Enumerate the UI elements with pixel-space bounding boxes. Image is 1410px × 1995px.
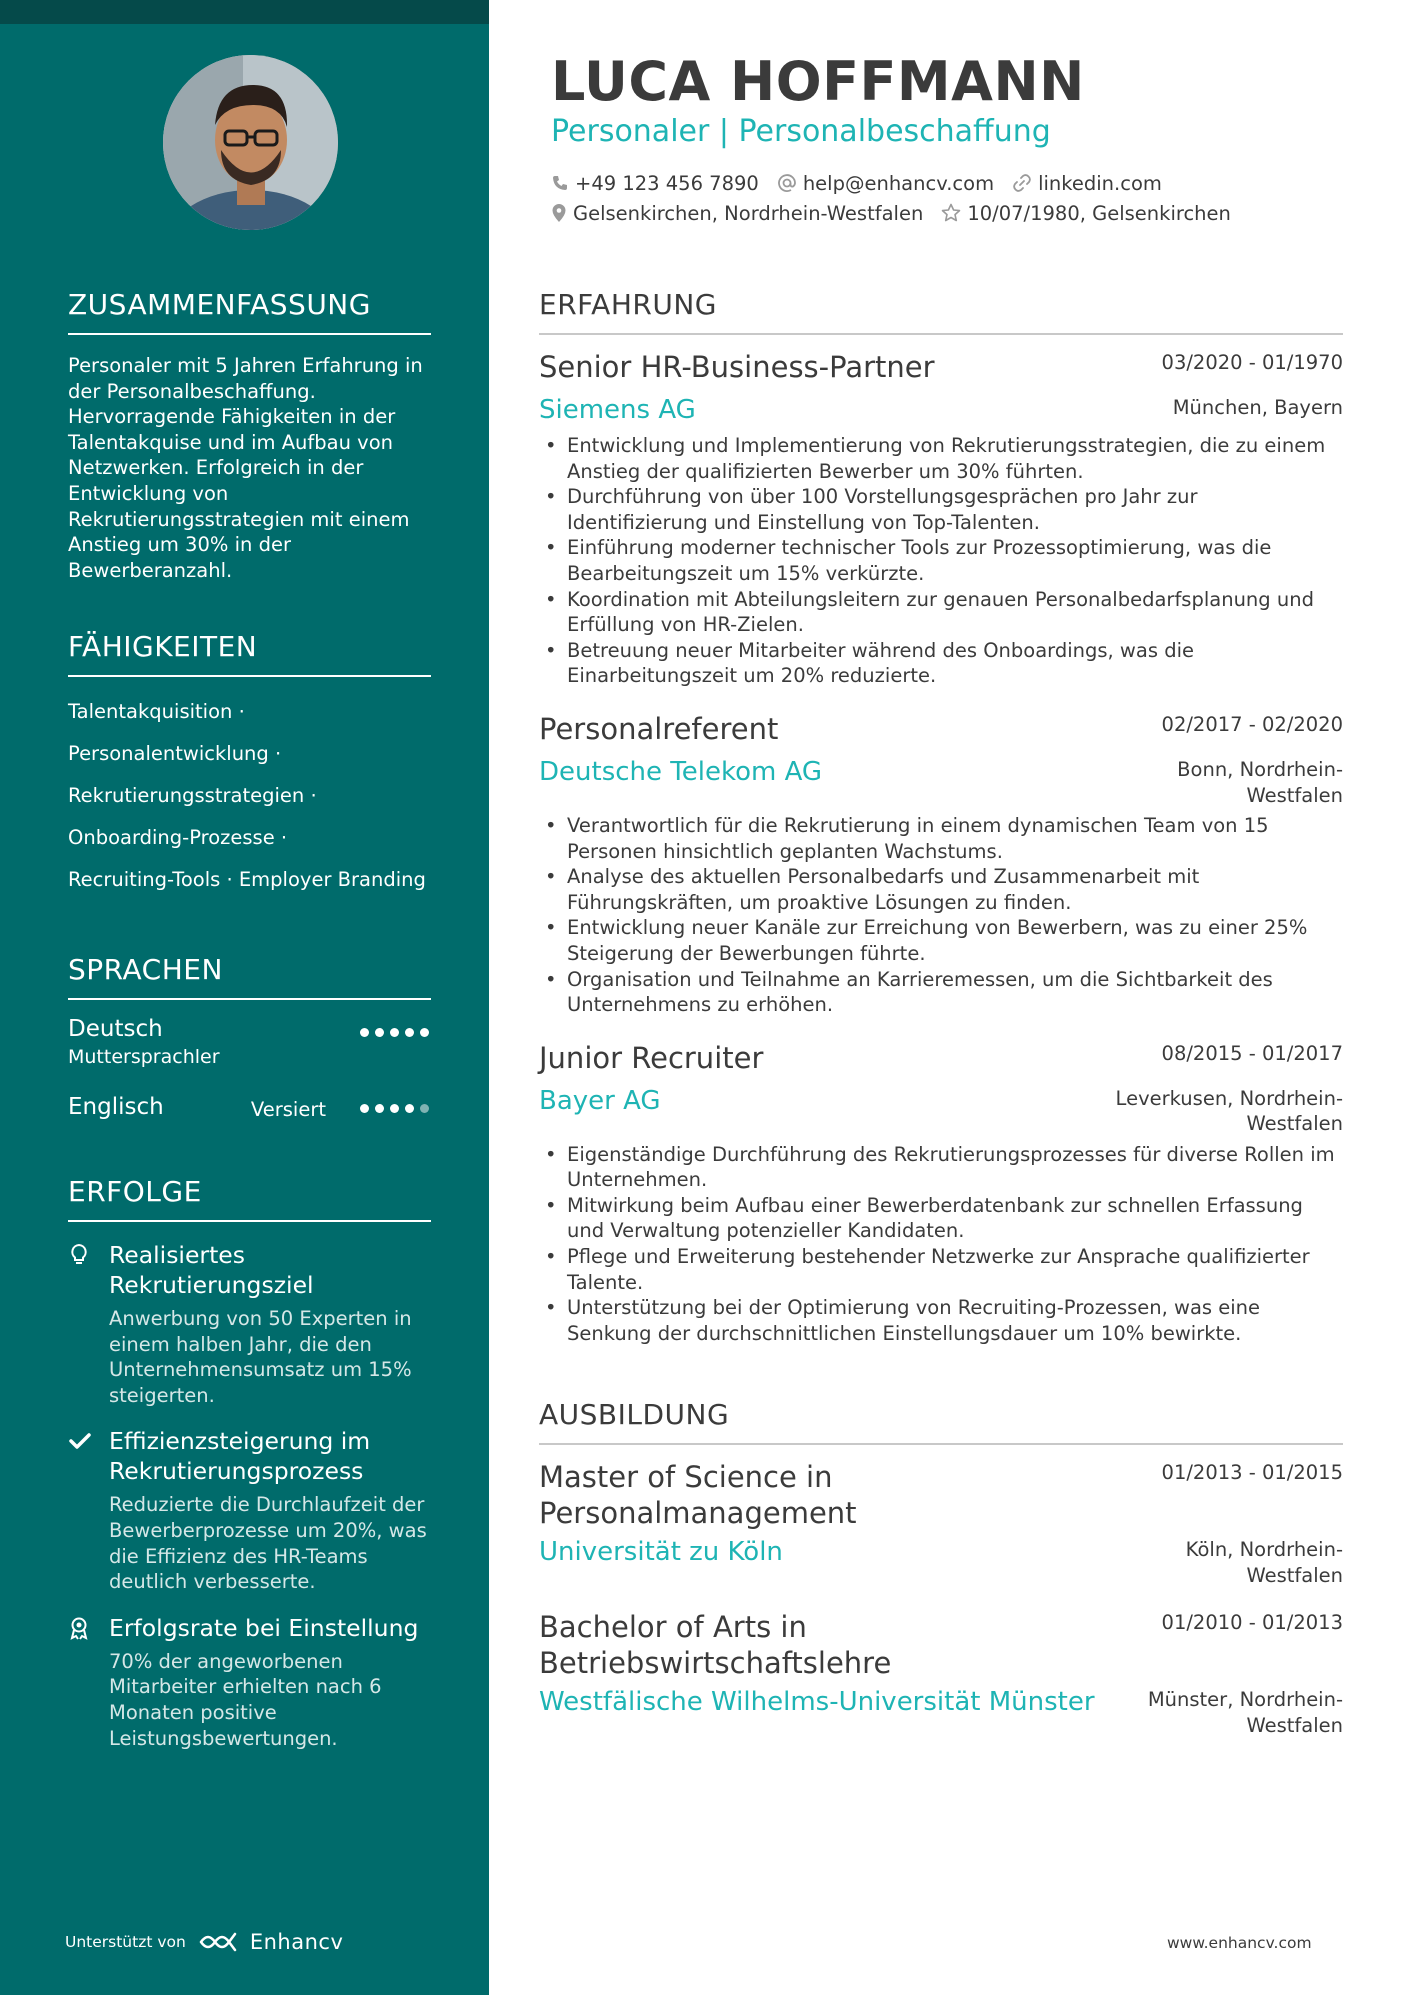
linkedin-contact[interactable] [1012, 172, 1162, 195]
phone-icon [551, 174, 569, 192]
list-item: • Eigenständige Durchführung des Rekrutierungsprozesses für diverse Rollen im Unternehmen. [567, 1142, 1343, 1193]
list-item: • Betreuung neuer Mitarbeiter während des Onboardings, was die Einarbeitungszeit um 20% reduzierte. [567, 638, 1343, 689]
school-name: Universität zu Köln [539, 1537, 783, 1567]
rating-dot [375, 1104, 384, 1113]
language-name: Deutsch [68, 1016, 163, 1042]
company-name: Deutsche Telekom AG [539, 756, 823, 787]
email-contact[interactable] [777, 172, 994, 195]
email-text: help@enhancv.com [802, 171, 995, 195]
list-item: • Durchführung von über 100 Vorstellungsgesprächen pro Jahr zur Identifizierung und Einstellung von Top-Talenten. [567, 484, 1343, 535]
location-pin-icon [551, 203, 567, 223]
enhancv-logo-icon [198, 1931, 242, 1953]
avatar [163, 55, 338, 230]
birth-text: 10/07/1980, Gelsenkirchen [967, 201, 1231, 225]
language-row [68, 1012, 431, 1076]
degree-title: Master of Science in Personalmanagement [539, 1460, 857, 1530]
rating-dot [420, 1104, 429, 1113]
award-icon [68, 1616, 92, 1640]
star-icon [941, 203, 961, 223]
job-period: 02/2017 - 02/2020 [1161, 712, 1343, 736]
achievement-item [68, 1240, 431, 1408]
language-name: Englisch [68, 1094, 164, 1120]
rating-dot [390, 1104, 399, 1113]
location-contact [551, 202, 923, 225]
linkedin-text: linkedin.com [1038, 171, 1162, 195]
skill-item: Talentakquisition · [68, 691, 431, 733]
link-icon [1012, 173, 1032, 193]
language-level: Muttersprachler [68, 1046, 220, 1068]
language-level: Versiert [250, 1098, 326, 1121]
rating-dot [390, 1028, 399, 1037]
rating-dot [375, 1028, 384, 1037]
education-period: 01/2013 - 01/2015 [1161, 1461, 1343, 1484]
education-entry [539, 1609, 1343, 1737]
skill-item: Onboarding-Prozesse · [68, 817, 431, 859]
education-section [539, 1398, 1343, 1737]
summary-section [68, 288, 431, 583]
powered-by [65, 1930, 343, 1954]
rating-dot [420, 1028, 429, 1037]
achievement-desc: Anwerbung von 50 Experten in einem halben Jahr, die den Unternehmensumsatz um 15% steigerten. [109, 1307, 412, 1407]
list-item: • Einführung moderner technischer Tools zur Prozessoptimierung, was die Bearbeitungszeit um 15% verkürzte. [567, 535, 1343, 586]
school-name: Westfälische Wilhelms-Universität Münster [539, 1687, 1095, 1717]
rating-dot [405, 1028, 414, 1037]
job-location: Leverkusen, Nordrhein-Westfalen [1115, 1086, 1343, 1136]
list-item: • Organisation und Teilnahme an Karrieremessen, um die Sichtbarkeit des Unternehmens zu erhöhen. [567, 967, 1343, 1018]
skills-title: FÄHIGKEITEN [68, 630, 431, 677]
achievement-title: Effizienzsteigerung im Rekrutierungsprozess [109, 1427, 371, 1486]
rating-dot [360, 1104, 369, 1113]
language-row [68, 1076, 431, 1140]
degree-title: Bachelor of Arts in Betriebswirtschaftslehre [539, 1610, 892, 1680]
location-text: Gelsenkirchen, Nordrhein-Westfalen [573, 201, 924, 225]
list-item: • Entwicklung neuer Kanäle zur Erreichung von Bewerbern, was zu einer 25% Steigerung der Bewerbungen führte. [567, 915, 1343, 966]
list-item: • Unterstützung bei der Optimierung von Recruiting-Prozessen, was eine Senkung der durchschnittlichen Einstellungsdauer um 10% bewirkte. [567, 1295, 1343, 1346]
rating-dot [360, 1028, 369, 1037]
language-rating [360, 1028, 429, 1037]
job-period: 08/2015 - 01/2017 [1161, 1041, 1343, 1065]
achievement-title: Realisiertes Rekrutierungsziel [109, 1241, 314, 1299]
experience-section [539, 288, 1343, 1346]
footer-site-link[interactable]: www.enhancv.com [1167, 1934, 1312, 1952]
job-bullets [539, 433, 1343, 689]
at-icon [777, 173, 797, 193]
experience-entry [539, 1040, 1343, 1347]
company-name: Siemens AG [539, 395, 696, 425]
list-item: • Analyse des aktuellen Personalbedarfs und Zusammenarbeit mit Führungskräften, um proaktive Lösungen zu finden. [567, 864, 1343, 915]
list-item: • Mitwirkung beim Aufbau einer Bewerberdatenbank zur schnellen Erfassung und Verwaltung potenzieller Kandidaten. [567, 1193, 1343, 1244]
achievement-title: Erfolgsrate bei Einstellung [109, 1613, 419, 1642]
language-rating [360, 1104, 429, 1113]
experience-entry [539, 349, 1343, 689]
job-title: Personalreferent [539, 711, 779, 746]
experience-entry [539, 711, 1343, 1018]
check-icon [68, 1429, 92, 1453]
achievements-section [68, 1175, 431, 1751]
job-bullets [539, 813, 1343, 1018]
list-item: • Koordination mit Abteilungsleitern zur genauen Personalbedarfsplanung und Erfüllung von HR-Zielen. [567, 587, 1343, 638]
job-title: Senior HR-Business-Partner [539, 350, 935, 384]
languages-section [68, 953, 431, 1140]
achievement-item [68, 1426, 431, 1594]
skills-section [68, 630, 431, 901]
list-item: • Verantwortlich für die Rekrutierung in einem dynamischen Team von 15 Personen hinsichtlich geplanten Wachstums. [567, 813, 1343, 864]
powered-by-label: Unterstützt von [65, 1933, 186, 1951]
enhancv-logo[interactable] [198, 1930, 344, 1954]
job-location: Bonn, Nordrhein-Westfalen [1177, 757, 1343, 807]
candidate-name: LUCA HOFFMANN [551, 50, 1085, 113]
skill-item: Personalentwicklung · [68, 733, 431, 775]
list-item: • Pflege und Erweiterung bestehender Netzwerke zur Ansprache qualifizierter Talente. [567, 1244, 1343, 1295]
job-period: 03/2020 - 01/1970 [1161, 351, 1343, 374]
education-entry [539, 1459, 1343, 1587]
summary-title: ZUSAMMENFASSUNG [68, 288, 431, 335]
skill-item: Rekrutierungsstrategien · [68, 775, 431, 817]
headline: Personaler | Personalbeschaffung [551, 114, 1051, 149]
achievement-desc: Reduzierte die Durchlaufzeit der Bewerberprozesse um 20%, was die Effizienz des HR-Teams deutlich verbesserte. [109, 1493, 427, 1594]
achievements-title: ERFOLGE [68, 1175, 431, 1222]
phone-text: +49 123 456 7890 [575, 171, 759, 195]
birth-contact [941, 202, 1231, 225]
job-bullets [539, 1142, 1343, 1347]
skill-item: Recruiting-Tools · Employer Branding [68, 868, 426, 891]
enhancv-brand: Enhancv [249, 1930, 344, 1954]
education-period: 01/2010 - 01/2013 [1161, 1611, 1343, 1634]
sidebar [0, 0, 489, 1995]
list-item: • Entwicklung und Implementierung von Rekrutierungsstrategien, die zu einem Anstieg der qualifizierten Bewerber um 30% führten. [567, 433, 1343, 484]
job-location: München, Bayern [1172, 396, 1343, 419]
lightbulb-icon [68, 1243, 92, 1267]
contact-info [551, 168, 1351, 228]
skills-list [68, 691, 431, 901]
languages-title: SPRACHEN [68, 953, 431, 1000]
sidebar-top-bar [0, 0, 489, 24]
phone-contact[interactable] [551, 172, 759, 195]
experience-title: ERFAHRUNG [539, 288, 1343, 335]
summary-text: Personaler mit 5 Jahren Erfahrung in der Personalbeschaffung. Hervorragende Fähigkeiten in der Talentakquise und im Aufbau von Netzwerken. Erfolgreich in der Entwicklung von Rekrutierungsstrategien mit einem Anstieg um 30% in der Bewerberanzahl. [68, 354, 423, 582]
education-location: Münster, Nordrhein-Westfalen [1147, 1688, 1343, 1737]
education-location: Köln, Nordrhein-Westfalen [1185, 1538, 1343, 1587]
company-name: Bayer AG [539, 1085, 661, 1116]
job-title: Junior Recruiter [539, 1040, 764, 1075]
achievement-item [68, 1613, 431, 1751]
education-title: AUSBILDUNG [539, 1398, 1343, 1445]
rating-dot [405, 1104, 414, 1113]
achievement-desc: 70% der angeworbenen Mitarbeiter erhielten nach 6 Monaten positive Leistungsbewertungen. [109, 1649, 382, 1750]
